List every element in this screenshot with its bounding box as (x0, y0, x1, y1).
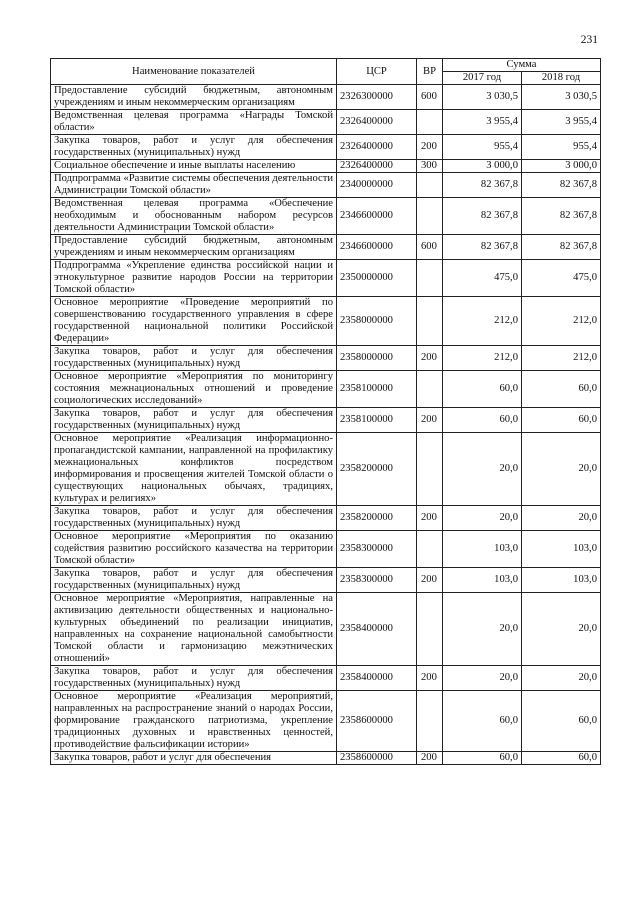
header-name: Наименование показателей (51, 59, 337, 85)
row-csr: 2358200000 (337, 506, 417, 531)
table-body (51, 85, 601, 765)
row-csr: 2358600000 (337, 752, 417, 765)
row-value-2017: 3 955,4 (443, 110, 522, 135)
row-csr: 2358300000 (337, 531, 417, 568)
row-value-2018: 20,0 (522, 433, 601, 506)
header-csr: ЦСР (337, 59, 417, 85)
row-vr (417, 371, 443, 408)
row-name: Основное мероприятие «Реализация информационно-пропагандистской кампании, направленной на профилактику межнациональных конфликтов посредством информирования и просвещения жителей Томской области о существующих национальных обычаях, традициях, культурах и религиях» (51, 433, 337, 506)
header-sum: Сумма (443, 59, 601, 72)
table-row (51, 160, 601, 173)
row-value-2018: 60,0 (522, 371, 601, 408)
row-value-2017: 103,0 (443, 531, 522, 568)
table-row (51, 666, 601, 691)
row-csr: 2358200000 (337, 433, 417, 506)
row-csr: 2358400000 (337, 666, 417, 691)
row-csr: 2358000000 (337, 346, 417, 371)
row-name: Закупка товаров, работ и услуг для обеспечения государственных (муниципальных) нужд (51, 346, 337, 371)
row-value-2017: 3 030,5 (443, 85, 522, 110)
row-name: Основное мероприятие «Мероприятия по оказанию содействия развитию российского казачества на территории Томской области» (51, 531, 337, 568)
row-value-2017: 20,0 (443, 666, 522, 691)
row-vr: 200 (417, 506, 443, 531)
row-vr: 200 (417, 135, 443, 160)
table-row (51, 346, 601, 371)
table-row (51, 568, 601, 593)
table-row (51, 371, 601, 408)
row-csr: 2346600000 (337, 198, 417, 235)
table-row (51, 235, 601, 260)
row-csr: 2326400000 (337, 110, 417, 135)
header-year-2018: 2018 год (522, 72, 601, 85)
header-year-2017: 2017 год (443, 72, 522, 85)
row-csr: 2358300000 (337, 568, 417, 593)
row-name: Закупка товаров, работ и услуг для обеспечения государственных (муниципальных) нужд (51, 666, 337, 691)
row-name: Закупка товаров, работ и услуг для обеспечения государственных (муниципальных) нужд (51, 408, 337, 433)
table-row (51, 198, 601, 235)
row-vr (417, 297, 443, 346)
table-row (51, 85, 601, 110)
row-value-2018: 103,0 (522, 568, 601, 593)
row-vr (417, 433, 443, 506)
row-value-2017: 60,0 (443, 371, 522, 408)
row-vr (417, 691, 443, 752)
row-value-2018: 212,0 (522, 346, 601, 371)
row-vr: 600 (417, 85, 443, 110)
row-name: Закупка товаров, работ и услуг для обеспечения государственных (муниципальных) нужд (51, 506, 337, 531)
row-value-2018: 60,0 (522, 691, 601, 752)
row-name: Предоставление субсидий бюджетным, автономным учреждениям и иным некоммерческим организациям (51, 85, 337, 110)
row-name: Подпрограмма «Укрепление единства российской нации и этнокультурное развитие народов России на территории Томской области» (51, 260, 337, 297)
row-name: Основное мероприятие «Мероприятия, направленные на активизацию деятельности общественных и национально-культурных объединений по реализации инициатив, направленных на сохранение национальной самобытности Томской области и гармонизацию межэтнических отношений» (51, 593, 337, 666)
row-name: Ведомственная целевая программа «Награды Томской области» (51, 110, 337, 135)
row-value-2017: 60,0 (443, 408, 522, 433)
row-value-2018: 955,4 (522, 135, 601, 160)
table-row (51, 297, 601, 346)
row-vr (417, 593, 443, 666)
row-value-2017: 20,0 (443, 506, 522, 531)
row-value-2017: 20,0 (443, 433, 522, 506)
row-value-2018: 3 000,0 (522, 160, 601, 173)
row-name: Основное мероприятие «Проведение мероприятий по совершенствованию государственного управления в сфере государственной национальной политики Российской Федерации» (51, 297, 337, 346)
row-vr (417, 110, 443, 135)
row-value-2018: 212,0 (522, 297, 601, 346)
row-value-2018: 82 367,8 (522, 173, 601, 198)
row-csr: 2358600000 (337, 691, 417, 752)
row-csr: 2346600000 (337, 235, 417, 260)
row-value-2018: 3 030,5 (522, 85, 601, 110)
row-name: Основное мероприятие «Реализация мероприятий, направленных на распространение знаний о народах России, формирование гражданского патриотизма, укрепление традиционных духовных и нравственных ценностей, противодействие фальсификации истории» (51, 691, 337, 752)
row-name: Закупка товаров, работ и услуг для обеспечения (51, 752, 337, 765)
row-vr: 200 (417, 666, 443, 691)
row-csr: 2350000000 (337, 260, 417, 297)
row-value-2018: 82 367,8 (522, 235, 601, 260)
table-row (51, 110, 601, 135)
row-name: Закупка товаров, работ и услуг для обеспечения государственных (муниципальных) нужд (51, 135, 337, 160)
row-csr: 2358000000 (337, 297, 417, 346)
row-name: Подпрограмма «Развитие системы обеспечения деятельности Администрации Томской области» (51, 173, 337, 198)
row-vr (417, 173, 443, 198)
row-value-2017: 60,0 (443, 752, 522, 765)
row-csr: 2340000000 (337, 173, 417, 198)
row-value-2018: 103,0 (522, 531, 601, 568)
row-csr: 2326400000 (337, 135, 417, 160)
page-number: 231 (580, 34, 598, 46)
row-vr: 200 (417, 752, 443, 765)
row-value-2018: 82 367,8 (522, 198, 601, 235)
row-value-2018: 3 955,4 (522, 110, 601, 135)
row-vr: 200 (417, 408, 443, 433)
table-row (51, 691, 601, 752)
table-row (51, 506, 601, 531)
header-vr: ВР (417, 59, 443, 85)
row-vr: 200 (417, 346, 443, 371)
row-value-2018: 60,0 (522, 408, 601, 433)
row-csr: 2358400000 (337, 593, 417, 666)
row-value-2017: 3 000,0 (443, 160, 522, 173)
row-vr (417, 198, 443, 235)
row-name: Предоставление субсидий бюджетным, автономным учреждениям и иным некоммерческим организациям (51, 235, 337, 260)
row-value-2017: 212,0 (443, 297, 522, 346)
row-value-2017: 475,0 (443, 260, 522, 297)
row-name: Ведомственная целевая программа «Обеспечение необходимым и обоснованным набором ресурсов деятельности Администрации Томской области» (51, 198, 337, 235)
table-row (51, 752, 601, 765)
table-row (51, 260, 601, 297)
row-value-2017: 212,0 (443, 346, 522, 371)
table-row (51, 593, 601, 666)
table-row (51, 173, 601, 198)
table-row (51, 531, 601, 568)
table-row (51, 135, 601, 160)
row-value-2018: 20,0 (522, 506, 601, 531)
row-vr (417, 260, 443, 297)
row-name: Основное мероприятие «Мероприятия по мониторингу состояния межнациональных отношений и проведение социологических исследований» (51, 371, 337, 408)
row-name: Социальное обеспечение и иные выплаты населению (51, 160, 337, 173)
row-value-2017: 82 367,8 (443, 173, 522, 198)
row-value-2018: 20,0 (522, 593, 601, 666)
row-value-2017: 60,0 (443, 691, 522, 752)
row-name: Закупка товаров, работ и услуг для обеспечения государственных (муниципальных) нужд (51, 568, 337, 593)
row-value-2017: 82 367,8 (443, 235, 522, 260)
table-row (51, 408, 601, 433)
row-value-2017: 82 367,8 (443, 198, 522, 235)
row-csr: 2326300000 (337, 85, 417, 110)
row-value-2018: 20,0 (522, 666, 601, 691)
row-vr: 600 (417, 235, 443, 260)
budget-table (50, 58, 601, 765)
row-csr: 2358100000 (337, 371, 417, 408)
row-vr: 300 (417, 160, 443, 173)
row-csr: 2358100000 (337, 408, 417, 433)
row-csr: 2326400000 (337, 160, 417, 173)
row-value-2017: 103,0 (443, 568, 522, 593)
row-value-2018: 475,0 (522, 260, 601, 297)
row-vr (417, 531, 443, 568)
row-vr: 200 (417, 568, 443, 593)
row-value-2018: 60,0 (522, 752, 601, 765)
row-value-2017: 20,0 (443, 593, 522, 666)
row-value-2017: 955,4 (443, 135, 522, 160)
table-row (51, 433, 601, 506)
